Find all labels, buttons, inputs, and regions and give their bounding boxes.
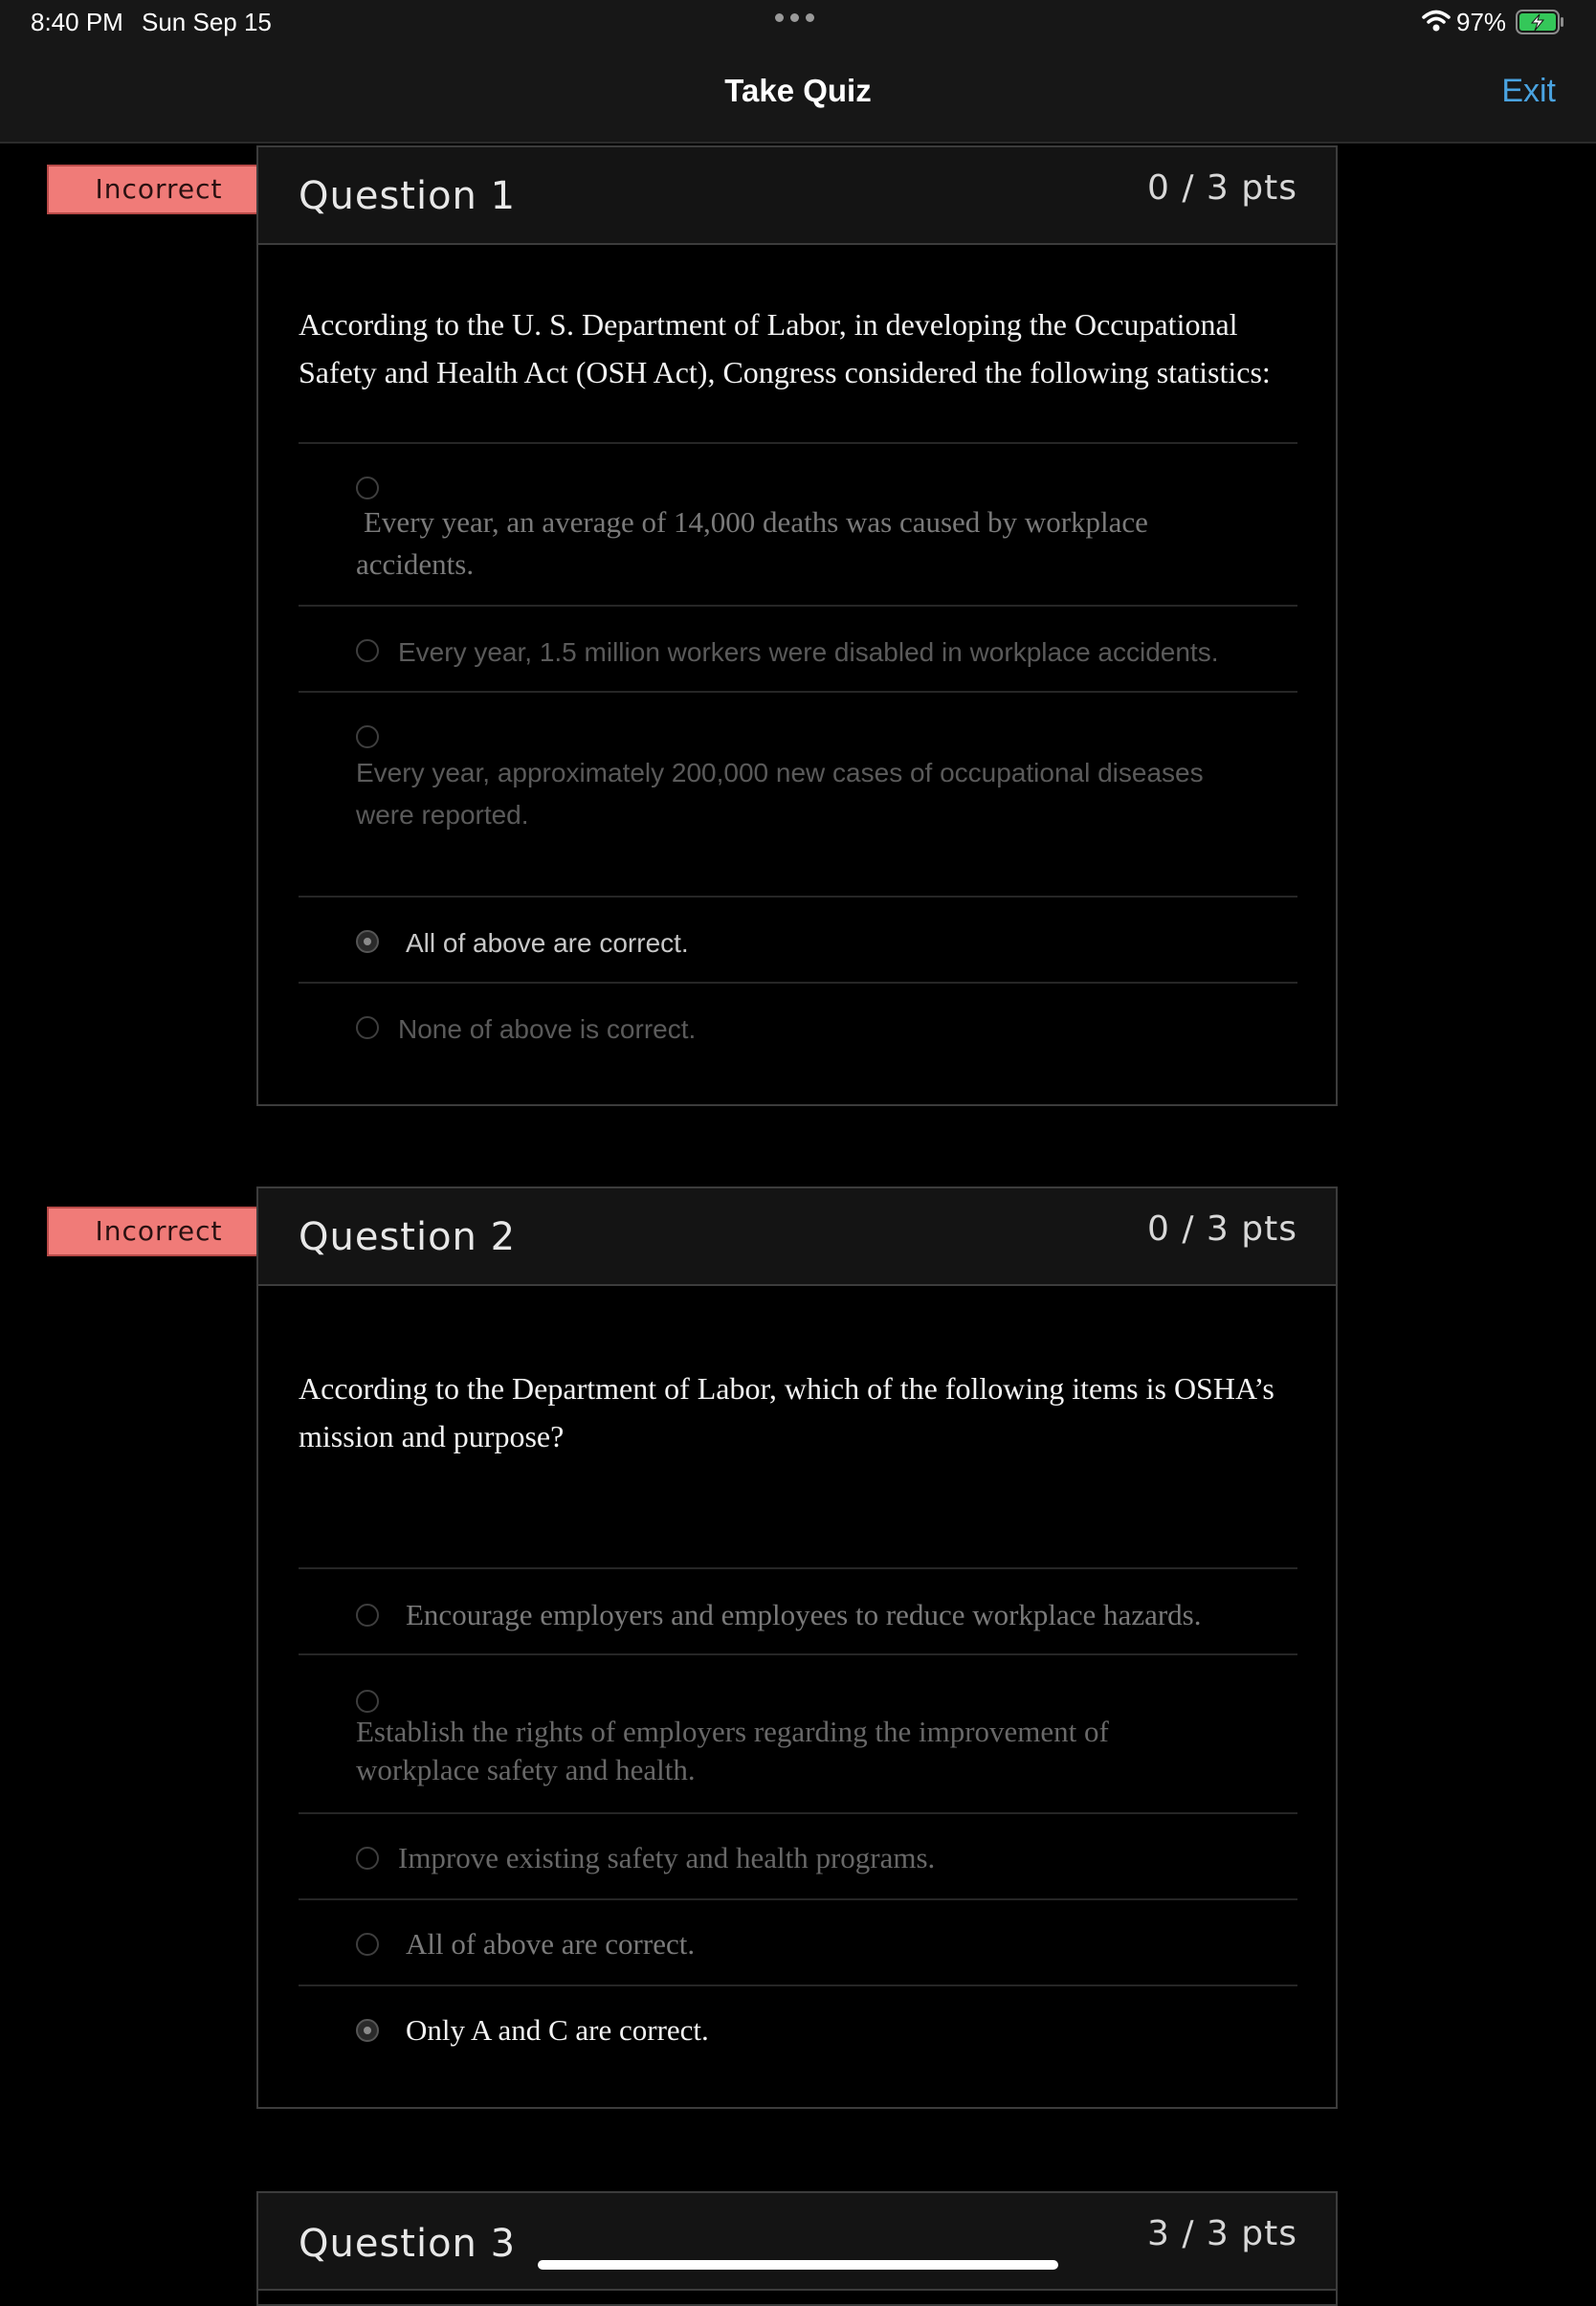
wifi-icon bbox=[1422, 10, 1451, 33]
badge-label: Incorrect bbox=[95, 1215, 223, 1247]
divider bbox=[299, 1567, 1297, 1569]
divider bbox=[299, 1984, 1297, 1986]
answer-option[interactable]: None of above is correct. bbox=[398, 1014, 697, 1044]
answer-option[interactable]: Improve existing safety and health programs. bbox=[398, 1841, 936, 1874]
divider bbox=[299, 1653, 1297, 1655]
page-title: Take Quiz bbox=[724, 73, 872, 108]
answer-option[interactable]: Establish the rights of employers regarding the improvement of workplace safety and health. bbox=[356, 1715, 1109, 1786]
answer-option-selected[interactable]: Only A and C are correct. bbox=[406, 2013, 709, 2047]
question-header bbox=[258, 1188, 1336, 1286]
radio-icon[interactable] bbox=[356, 639, 379, 662]
question-title: Question 3 bbox=[299, 2222, 517, 2266]
radio-icon[interactable] bbox=[356, 1933, 379, 1956]
home-indicator[interactable] bbox=[538, 2260, 1058, 2270]
divider bbox=[299, 605, 1297, 607]
divider bbox=[299, 1898, 1297, 1900]
question-title: Question 1 bbox=[299, 174, 517, 218]
answer-option[interactable]: Encourage employers and employees to reduce workplace hazards. bbox=[406, 1598, 1202, 1631]
question-title: Question 2 bbox=[299, 1215, 517, 1259]
divider bbox=[299, 982, 1297, 984]
radio-icon[interactable] bbox=[356, 725, 379, 748]
question-text: According to the U. S. Department of Labor, in developing the Occupational Safety and Health Act (OSH Act), Congress considered the following statistics: bbox=[299, 307, 1271, 389]
question-text: According to the Department of Labor, which of the following items is OSHA’s mission and purpose? bbox=[299, 1371, 1275, 1453]
question-card bbox=[256, 2191, 1338, 2306]
status-time: 8:40 PM bbox=[31, 8, 123, 36]
question-points: 3 / 3 pts bbox=[1147, 2214, 1297, 2253]
incorrect-badge bbox=[46, 164, 287, 215]
radio-icon[interactable] bbox=[356, 1016, 379, 1039]
question-card bbox=[256, 145, 1338, 1106]
radio-icon[interactable] bbox=[356, 930, 379, 953]
radio-icon[interactable] bbox=[356, 1847, 379, 1870]
radio-icon[interactable] bbox=[356, 477, 379, 499]
question-header bbox=[258, 2193, 1336, 2291]
divider bbox=[299, 442, 1297, 444]
answer-option-selected[interactable]: All of above are correct. bbox=[406, 928, 689, 958]
exit-button[interactable]: Exit bbox=[1501, 73, 1556, 109]
divider bbox=[299, 691, 1297, 693]
answer-option[interactable]: All of above are correct. bbox=[406, 1927, 696, 1961]
question-card bbox=[256, 1186, 1338, 2109]
answer-option[interactable]: Every year, 1.5 million workers were disabled in workplace accidents. bbox=[398, 637, 1219, 667]
badge-label: Incorrect bbox=[95, 173, 223, 205]
divider bbox=[299, 1812, 1297, 1814]
radio-icon[interactable] bbox=[356, 1690, 379, 1713]
radio-icon[interactable] bbox=[356, 1604, 379, 1627]
divider bbox=[299, 896, 1297, 898]
battery-charging-icon bbox=[1516, 10, 1565, 34]
more-dots-icon[interactable] bbox=[775, 13, 814, 22]
status-date: Sun Sep 15 bbox=[142, 8, 272, 36]
battery-percent: 97% bbox=[1456, 8, 1507, 36]
top-bar bbox=[0, 0, 1596, 144]
incorrect-badge bbox=[46, 1206, 287, 1257]
answer-option[interactable]: Every year, approximately 200,000 new cases of occupational diseases were reported. bbox=[356, 758, 1204, 830]
radio-icon[interactable] bbox=[356, 2019, 379, 2042]
answer-option[interactable]: Every year, an average of 14,000 deaths was caused by workplace accidents. bbox=[356, 505, 1148, 581]
question-points: 0 / 3 pts bbox=[1147, 168, 1297, 208]
question-header bbox=[258, 147, 1336, 245]
question-points: 0 / 3 pts bbox=[1147, 1209, 1297, 1249]
